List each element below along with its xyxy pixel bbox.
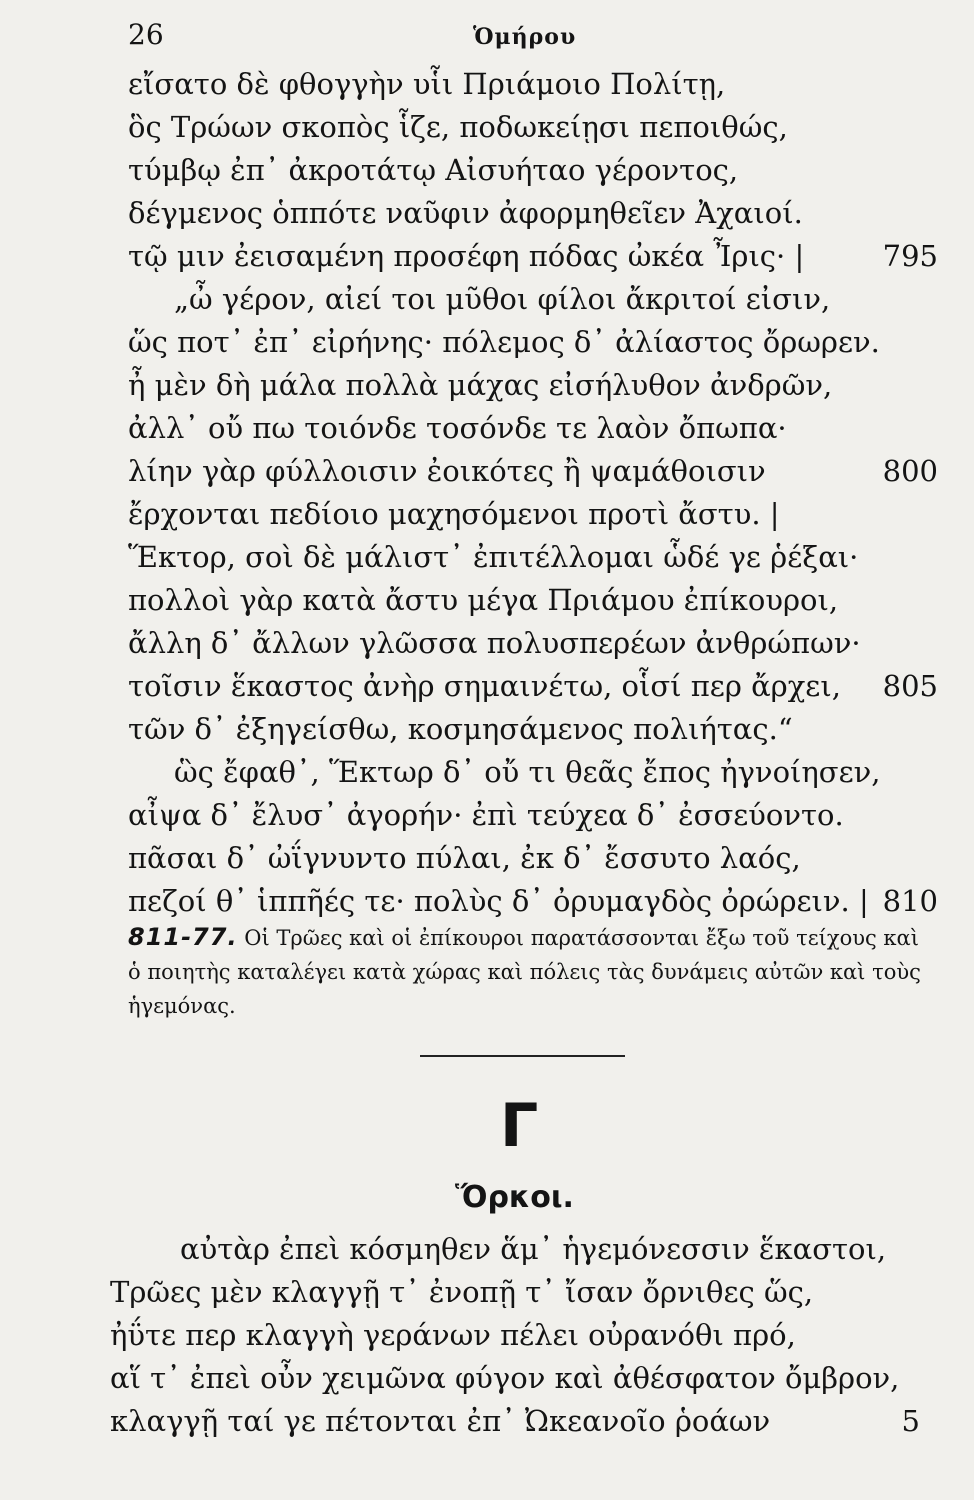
page-number: 26 [128, 18, 164, 51]
book-letter: Γ [500, 1091, 539, 1161]
verse-line: τοῖσιν ἕκαστος ἀνὴρ σημαινέτω, οἷσί περ ἄρχει, 805 [128, 664, 938, 708]
verse-line: Ἕκτορ, σοὶ δὲ μάλιστ᾽ ἐπιτέλλομαι ὧδέ γε ῥέξαι· [128, 540, 859, 574]
verse-line: εἴσατο δὲ φθογγὴν υἷι Πριάμοιο Πολίτῃ, [128, 67, 726, 101]
verse-line: αὐτὰρ ἐπεὶ κόσμηθεν ἅμ᾽ ἡγεμόνεσσιν ἕκαστοι, [180, 1232, 887, 1266]
line-number: 800 [882, 454, 938, 488]
verse-line: πεζοί θ᾽ ἱππῆές τε· πολὺς δ᾽ ὀρυμαγδὸς ὀρώρειν. | 810 [128, 879, 938, 923]
verse-line: ἠΰτε περ κλαγγὴ γεράνων πέλει οὐρανόθι πρό, [110, 1318, 796, 1352]
summary-text: Οἱ Τρῶες καὶ οἱ ἐπίκουροι παρατάσσονται ἔξω τοῦ τείχους καὶ ὁ ποιητὴς καταλέγει κατὰ χώρας καὶ πόλεις τὰς δυνάμεις αὐτῶν καὶ τοὺς ἡγεμόνας. [128, 926, 921, 1018]
summary-range: 811-77. [128, 923, 238, 951]
verse-line: τύμβῳ ἐπ᾽ ἀκροτάτῳ Αἰσυήταο γέροντος, [128, 153, 739, 187]
line-number: 795 [882, 239, 938, 273]
verse-line: δέγμενος ὁππότε ναῦφιν ἀφορμηθεῖεν Ἀχαιοί. [128, 196, 803, 230]
section-summary [128, 920, 938, 1023]
verse-line: αἵ τ᾽ ἐπεὶ οὖν χειμῶνα φύγον καὶ ἀθέσφατον ὄμβρον, [110, 1361, 900, 1395]
line-number: 5 [901, 1404, 920, 1438]
verse-line: ὃς Τρώων σκοπὸς ἷζε, ποδωκείῃσι πεποιθώς, [128, 110, 788, 144]
verse-line: κλαγγῇ ταί γε πέτονται ἐπ᾽ Ὠκεανοῖο ῥοάων 5 [110, 1399, 920, 1443]
verse-line: ἔρχονται πεδίοιο μαχησόμενοι προτὶ ἄστυ. | [128, 497, 780, 531]
verse-line: λίην γὰρ φύλλοισιν ἐοικότες ἢ ψαμάθοισιν 800 [128, 449, 938, 493]
verse-line: ἦ μὲν δὴ μάλα πολλὰ μάχας εἰσήλυθον ἀνδρῶν, [128, 368, 833, 402]
book-title: Ὅρκοι. [455, 1180, 574, 1215]
verse-line: „ὦ γέρον, αἰεί τοι μῦθοι φίλοι ἄκριτοί εἰσιν, [174, 282, 831, 316]
verse-line: ὣς ἔφαθ᾽, Ἕκτωρ δ᾽ οὔ τι θεᾶς ἔπος ἠγνοίησεν, [174, 755, 881, 789]
page-header [128, 18, 828, 58]
verse-line: πολλοὶ γὰρ κατὰ ἄστυ μέγα Πριάμου ἐπίκουροι, [128, 583, 839, 617]
running-title: Ὁμήρου [473, 24, 577, 50]
verse-line: ὥς ποτ᾽ ἐπ᾽ εἰρήνης· πόλεμος δ᾽ ἀλίαστος ὄρωρεν. [128, 325, 880, 359]
section-divider [420, 1055, 625, 1057]
line-number: 810 [882, 884, 938, 918]
line-number: 805 [882, 669, 938, 703]
verse-line: τῷ μιν ἐεισαμένη προσέφη πόδας ὠκέα Ἶρις· | 795 [128, 234, 938, 278]
verse-line: πᾶσαι δ᾽ ὠΐγνυντο πύλαι, ἐκ δ᾽ ἔσσυτο λαός, [128, 841, 801, 875]
verse-line: τῶν δ᾽ ἐξηγείσθω, κοσμησάμενος πολιήτας.“ [128, 712, 793, 746]
verse-line: Τρῶες μὲν κλαγγῇ τ᾽ ἐνοπῇ τ᾽ ἴσαν ὄρνιθες ὥς, [110, 1275, 814, 1309]
verse-line: ἀλλ᾽ οὔ πω τοιόνδε τοσόνδε τε λαὸν ὄπωπα· [128, 411, 787, 445]
verse-line: ἄλλη δ᾽ ἄλλων γλῶσσα πολυσπερέων ἀνθρώπων· [128, 626, 861, 660]
verse-line: αἶψα δ᾽ ἔλυσ᾽ ἀγορήν· ἐπὶ τεύχεα δ᾽ ἐσσεύοντο. [128, 798, 844, 832]
